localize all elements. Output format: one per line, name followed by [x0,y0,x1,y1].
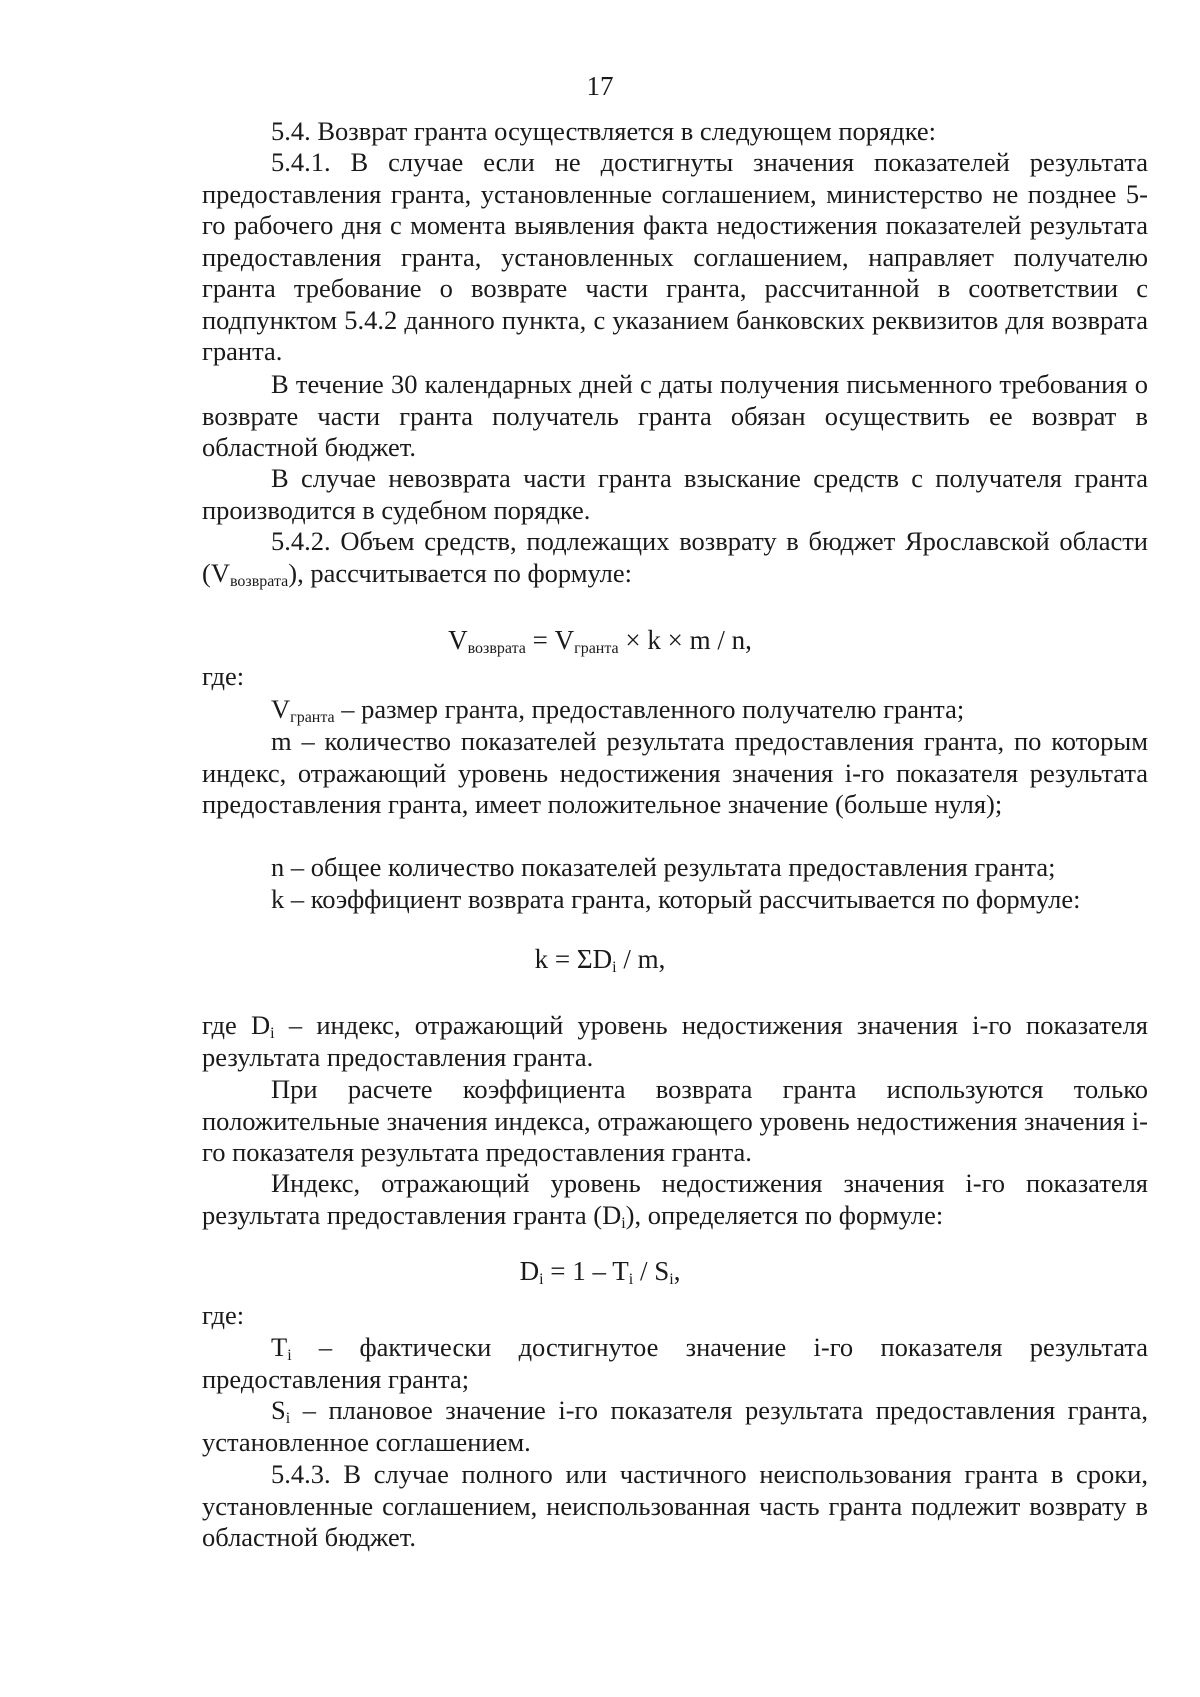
formula-d-sub: i [539,1271,544,1288]
paragraph-5-4-2 [202,526,1148,589]
definition-di-sub: i [270,1025,275,1042]
definition-ti [202,1332,1148,1395]
paragraph-30-days: В течение 30 календарных дней с даты получения письменного требования о возврате части гранта получатель гранта обязан осуществить ее возврат в областной бюджет. [202,369,1148,462]
definition-v-symbol: V [271,694,291,724]
definition-v-grant-sub: гранта [290,709,335,726]
definition-ti-text: – фактически достигнутое значение i-го показателя результата предоставления гранта; [202,1332,1148,1394]
definition-k: k – коэффициент возврата гранта, который рассчитывается по формуле: [271,884,1081,914]
paragraph-calculation: При расчете коэффициента возврата гранта используются только положительные значения индекса, отражающего уровень недостижения значения i-го показателя результата предоставления гранта. [202,1074,1148,1167]
paragraph-non-return: В случае невозврата части гранта взыскание средств с получателя гранта производится в судебном порядке. [202,463,1148,525]
where-label-2: где: [202,1300,245,1330]
page-number: 17 [586,71,614,101]
definition-s-sub: i [285,1410,291,1427]
paragraph-index-end: ), определяется по формуле: [625,1199,944,1230]
formula-s-sub: i [669,1271,674,1288]
definition-di [202,1010,1148,1073]
formula-k-sub: i [612,959,617,976]
formula-d-slash: / S [633,1256,670,1286]
formula-v-eq: = V [525,625,575,655]
definition-si [202,1395,1148,1458]
formula-k [0,944,1200,975]
formula-d-mid: = 1 – T [543,1256,629,1286]
formula-v-symbol: V [448,625,468,655]
definition-t-symbol: T [271,1332,288,1362]
definition-n: n – общее количество показателей результата предоставления гранта; [271,852,1056,882]
formula-d-symbol: D [519,1256,540,1286]
formula-v-return-sub: возврата [467,640,526,657]
definition-si-text: – плановое значение i-го показателя результата предоставления гранта, установленное соглашением. [202,1395,1148,1457]
paragraph-index-sub: i [621,1214,626,1232]
paragraph-index-start: Индекс, отражающий уровень недостижения значения i-го показателя результата предоставления гранта (D [202,1168,1148,1230]
formula-d-end: , [673,1256,681,1286]
paragraph-5-4-2-text: 5.4.2. Объем средств, подлежащих возврату в бюджет Ярославской области (V [202,526,1148,588]
paragraph-5-4-3: 5.4.3. В случае полного или частичного неиспользования гранта в сроки, установленные соглашением, неиспользованная часть гранта подлежит возврату в областной бюджет. [202,1459,1148,1552]
definition-v-grant [202,694,1148,726]
definition-di-start: где D [202,1010,271,1040]
formula-d [0,1256,1200,1287]
formula-k-left: k = ΣD [534,944,613,974]
definition-v-grant-text: – размер гранта, предоставленного получателю гранта; [334,694,965,724]
definition-di-text: – индекс, отражающий уровень недостижения значения i-го показателя результата предоставления гранта. [202,1010,1148,1072]
paragraph-index [202,1168,1148,1231]
formula-t-sub: i [628,1271,634,1288]
v-return-subscript: возврата [229,572,289,590]
formula-k-right: / m, [616,944,666,974]
paragraph-5-4: 5.4. Возврат гранта осуществляется в следующем порядке: [271,116,937,146]
definition-m: m – количество показателей результата предоставления гранта, по которым индекс, отражающий уровень недостижения значения i-го показателя результата предоставления гранта, имеет положительное значение (больше нуля); [202,726,1148,819]
definition-s-symbol: S [271,1395,286,1425]
paragraph-5-4-1: 5.4.1. В случае если не достигнуты значения показателей результата предоставления гранта, установленные соглашением, министерство не позднее 5-го рабочего дня с момента выявления факта недостижения показателей результата предоставления гранта, установленных соглашением, направляет получателю гранта требование о возврате части гранта, рассчитанной в соответствии с подпунктом 5.4.2 данного пункта, с указанием банковских реквизитов для возврата гранта. [202,147,1148,366]
formula-v-return [0,625,1200,656]
formula-v-grant-sub: гранта [574,640,619,657]
formula-v-rest: × k × m / n, [618,625,752,655]
paragraph-5-4-2-tail: ), рассчитывается по формуле: [288,557,632,588]
where-label-1: где: [202,661,245,691]
definition-t-sub: i [287,1347,292,1364]
